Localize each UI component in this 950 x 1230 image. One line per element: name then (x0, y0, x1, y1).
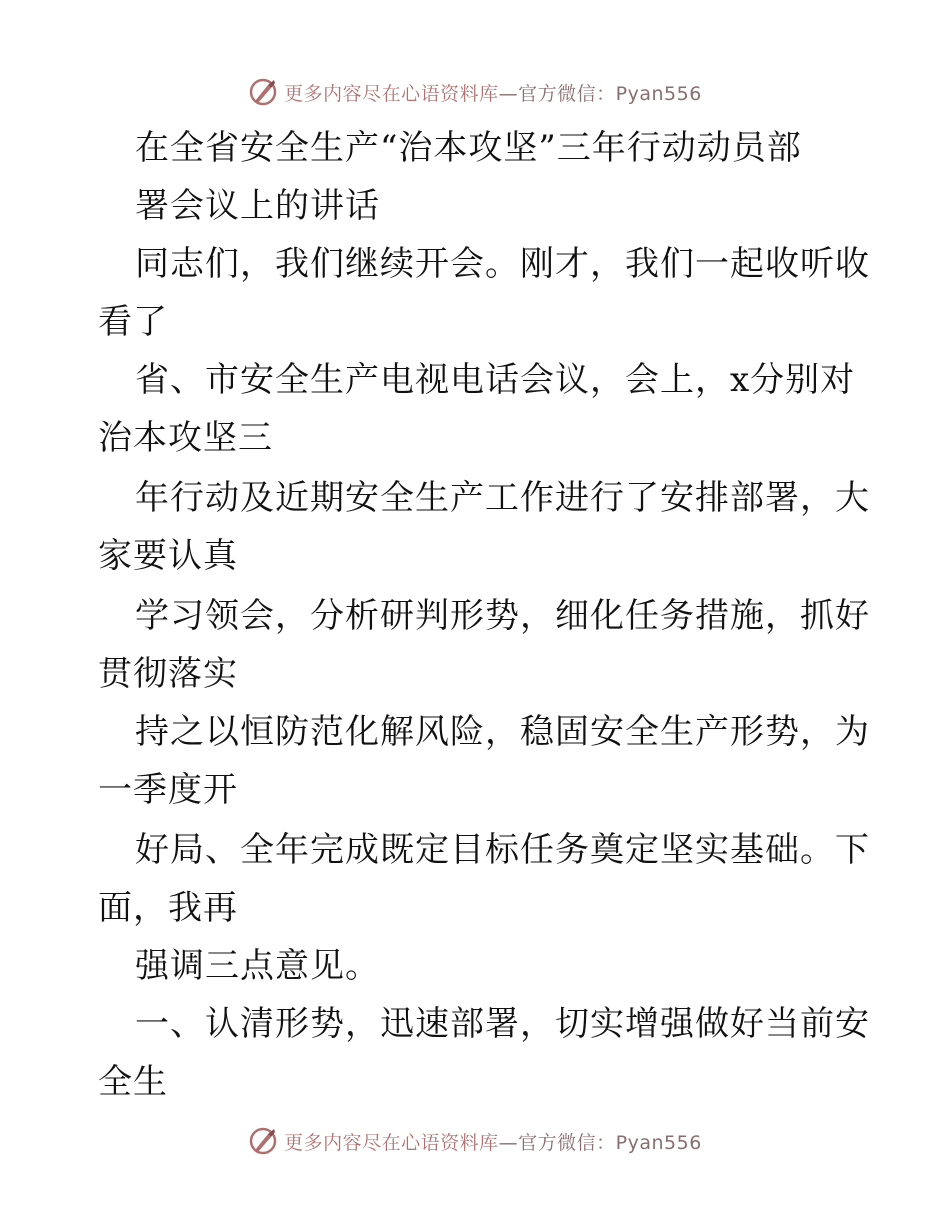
body-line: 贯彻落实 (98, 654, 238, 694)
watermark-sub-text: —官方微信：Pyan556 (498, 82, 702, 105)
watermark-text (284, 1128, 702, 1155)
body-line: 持之以恒防范化解风险，稳固安全生产形势，为 (135, 712, 870, 752)
quill-pen-circle-icon (248, 1126, 278, 1156)
body-line: 年行动及近期安全生产工作进行了安排部署，大 (135, 478, 870, 518)
document-title-line-1: 在全省安全生产“治本攻坚”三年行动动员部 (135, 128, 802, 168)
body-line: 面，我再 (98, 888, 238, 928)
body-line: 看了 (98, 302, 168, 342)
body-line: 家要认真 (98, 536, 238, 576)
watermark-footer (0, 1121, 950, 1161)
watermark-main-text: 更多内容尽在心语资料库 (284, 1131, 499, 1154)
watermark-main-text: 更多内容尽在心语资料库 (284, 82, 499, 105)
section-heading-line: 一、认清形势，迅速部署，切实增强做好当前安 (135, 1004, 870, 1044)
body-line: 强调三点意见。 (135, 946, 380, 986)
body-line: 省、市安全生产电视电话会议，会上，x分别对 (135, 360, 856, 400)
watermark-sub-text: —官方微信：Pyan556 (498, 1131, 702, 1154)
body-line: 学习领会，分析研判形势，细化任务措施，抓好 (135, 596, 870, 636)
document-title-line-2: 署会议上的讲话 (135, 186, 380, 226)
section-heading-line: 全生 (98, 1062, 168, 1102)
body-line: 治本攻坚三 (98, 418, 273, 458)
body-line: 好局、全年完成既定目标任务奠定坚实基础。下 (135, 830, 870, 870)
body-line: 一季度开 (98, 770, 238, 810)
body-line: 同志们，我们继续开会。刚才，我们一起收听收 (135, 244, 870, 284)
